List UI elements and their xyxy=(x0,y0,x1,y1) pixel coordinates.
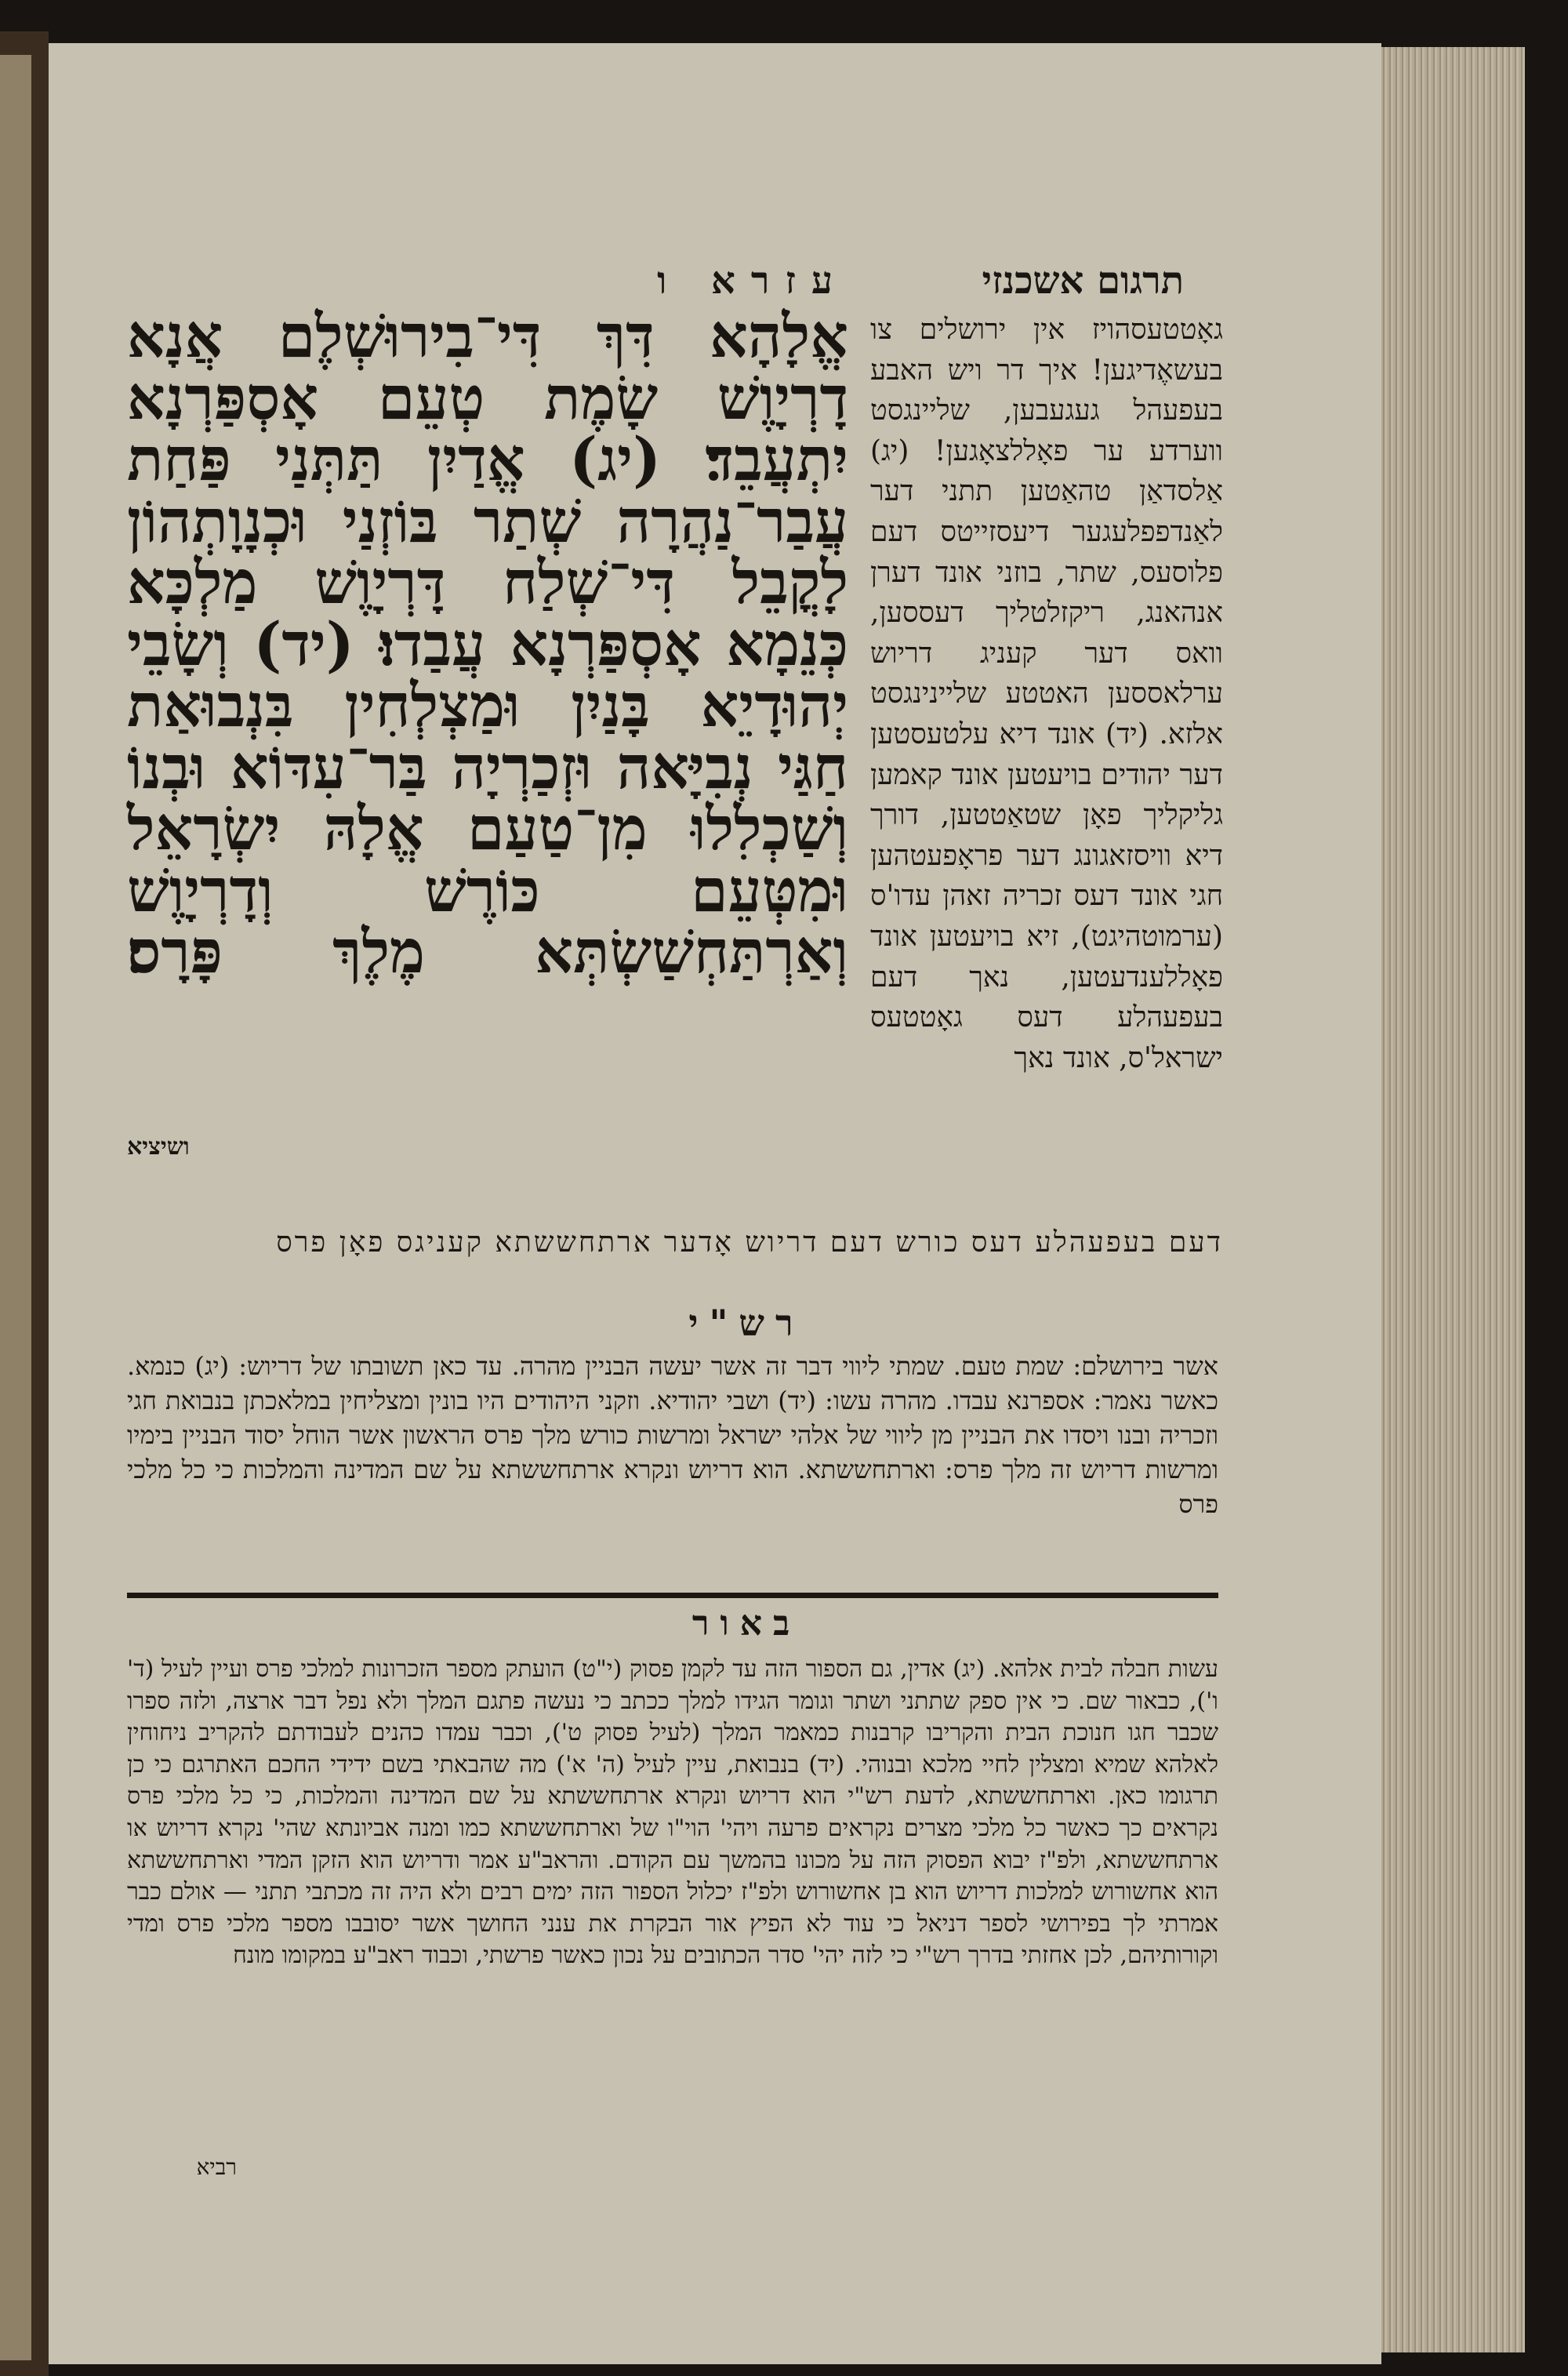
signature-mark: רביא xyxy=(196,2154,237,2180)
targum-column: גאָטטעסהויז אין ירושלים צו בעשאֶדיגען! איך דר ויש האבע בעפעהל געגעבען, שליינגסט ווערדע ער פאָללצאָגען! (יג) אַלסדאַן טהאַטען תתני דער לאַנדפפלעגער דיעסזייטס דעם פלוסעס, שתר, בוזני אונד דערן אנהאנג, ריקזלטליך דעססען, וואס דער קעניג דריוש ערלאססען האטטע שליינינגסט אלזא. (יד) אונד דיא עלטעסטען דער יהודים בויעטען אונד קאמען גליקליך פאָן שטאַטטען, דורך דיא וויסזאגונג דער פראָפעטהען חגי אונד דעס זכריה זאהן עדו'ס (ערמוטהיגט), זיא בויעטען אונד פאָללענדעטען, נאך דעם בעפעהלע דעס גאָטטעס ישראל'ס, אונד נאך xyxy=(870,314,1223,1074)
book-page xyxy=(49,43,1381,2364)
catchword: ושיציא xyxy=(127,1133,190,1161)
running-head-targum: תרגום אשכנזי xyxy=(982,259,1184,303)
rashi-heading: רש"י xyxy=(688,1302,804,1344)
rashi-commentary: אשר בירושלם: שמת טעם. שמתי ליווי דבר זה אשר יעשה הבניין מהרה. עד כאן תשובתו של דריוש: (יג) כנמא. כאשר נאמר: אספרנא עבדו. מהרה עשו: (יד) ושבי יהודיא. וזקני היהודים היו בונין ומצליחין במלאכתן בנבואת חגי וזכריה ובנו ויסדו את הבניין מן ליווי של אלהי ישראל ומרשות כורש מלך פרס הראשון אשר הוחל יסוד הבניין בימיו ומרשות דריוש זה מלך פרס: וארתחששתא. הוא דריוש ונקרא ארתחששתא על שם המדינה והמלכות כי כל מלכי פרס xyxy=(127,1351,1219,1519)
previous-page-edge xyxy=(0,55,31,2360)
section-divider xyxy=(127,1593,1218,1598)
biur-heading: באור xyxy=(691,1604,801,1644)
targum-continuation: דעם בעפעהלע דעס כורש דעם דריוש אָדער ארתחששתא קעניגס פאָן פרס xyxy=(276,1226,1223,1259)
running-head-book: עזרא ו xyxy=(657,259,848,303)
aramaic-text: אֱלָהָא דִּךְ דִּי־בִירוּשְׁלֶם אֲנָא דָרְיָוֶשׁ שָׂמֶת טְעֵם אָסְפַּרְנָא יִתְעֲבֵד׃ (יג) אֱדַיִן תַּתְּנַי פַּחַת עֲבַר־נַהֲרָה שְׁתַר בּוֹזְנַי וּכְנָוָתְהוֹן לָקֳבֵל דִּי־שְׁלַח דָּרְיָוֶשׁ מַלְכָּא כְּנֵמָא אָסְפַּרְנָא עֲבַדוּ׃ (יד) וְשָׂבֵי יְהוּדָיֵא בָּנַיִן וּמַצְלְחִין בִּנְבוּאַת חַגַּי נְבִיָּאה וּזְכַרְיָה בַּר־עִדּוֹא וּבְנוֹ וְשַׁכְלִלוּ מִן־טַעַם אֱלָהּ יִשְׂרָאֵל וּמִטְּעֵם כּוֹרֶשׁ וְדָרְיָוֶשׁ וְאַרְתַּחְשַׁשְׂתְּא מֶלֶךְ פָּרָס׃ xyxy=(127,301,848,986)
page-fore-edge xyxy=(1368,47,1525,2352)
biur-commentary: עשות חבלה לבית אלהא. (יג) אדין, גם הספור הזה עד לקמן פסוק (י"ט) הועתק מספר הזכרונות למלכי פרס ועיין לעיל (ד' ו'), כבאור שם. כי אין ספק שתתני ושתר וגומר הגידו למלך ככתב כי נעשה פתגם המלך ולא נפל דבר ארצה, ולזה ספרו שכבר חגו חנוכת הבית והקריבו קרבנות כמאמר המלך (לעיל פסוק ט'), וכבר עמדו כהנים לעבודתם להקריב ניחוחין לאלהא שמיא ומצלין לחיי מלכא ובנוהי. (יד) בנבואת, עיין לעיל (ה' א') מה שהבאתי בשם ידידי החכם האתרגם כי כן תרגומו כאן. וארתחששתא, לדעת רש"י הוא דריוש ונקרא ארתחששתא על שם המדינה והמלכות, כי כל מלכי פרס נקראים כך כאשר כל מלכי מצרים נקראים פרעה ויהי' הוי"ו של וארתחששתא כמו ומנה אביונתא שהי' נקרא דריוש או ארתחששתא, ולפ"ז יבוא הפסוק הזה על מכונו בהמשך עם הקודם. והראב"ע אמר ודריוש הוא הזקן המדי וארתחששתא הוא אחשורוש למלכות דריוש הוא בן אחשורוש ולפ"ז יכלול הספור הזה ימים רבים ולא היה זה מכתבי תתני — אולם כבר אמרתי לך בפירושי לספר דניאל כי עוד לא הפיץ אור הבקרת את ענני החושך אשר יסובבו מספר מלכי פרס ומדי וקורותיהם, לכן אחזתי בדרך רש"י כי לזה יהי' סדר הכתובים על נכון כאשר פרשתי, וכבוד ראב"ע במקומו מונח xyxy=(127,1655,1218,1970)
